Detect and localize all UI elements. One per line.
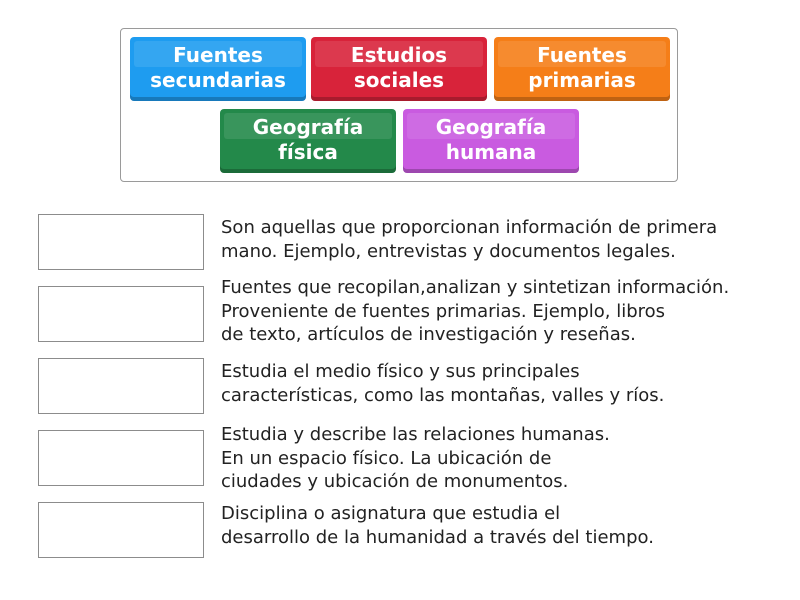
tile-label: Geografía humana — [435, 114, 547, 164]
tile-label: Fuentes secundarias — [150, 42, 286, 92]
row-description: Disciplina o asignatura que estudia el desarrollo de la humanidad a través del tiempo. — [221, 503, 654, 548]
match-row — [38, 502, 778, 562]
drop-zone[interactable] — [38, 286, 204, 342]
tile-label: Estudios sociales — [350, 42, 448, 92]
tile-fuentes-secundarias[interactable] — [130, 37, 306, 101]
match-row — [38, 277, 778, 346]
word-bank — [120, 28, 678, 182]
tile-label: Fuentes primarias — [528, 42, 636, 92]
match-row — [38, 424, 778, 492]
tile-estudios-sociales[interactable] — [311, 37, 487, 101]
tile-geografia-humana[interactable] — [403, 109, 579, 173]
match-row — [38, 358, 778, 418]
drop-zone[interactable] — [38, 430, 204, 486]
tile-label: Geografía física — [252, 114, 364, 164]
match-row — [38, 214, 778, 274]
drop-zone[interactable] — [38, 502, 204, 558]
tile-fuentes-primarias[interactable] — [494, 37, 670, 101]
tile-geografia-fisica[interactable] — [220, 109, 396, 173]
drop-zone[interactable] — [38, 214, 204, 270]
row-description: Estudia el medio físico y sus principales características, como las montañas, valles y ríos. — [221, 361, 665, 406]
row-description: Estudia y describe las relaciones humanas. En un espacio físico. La ubicación de ciudades y ubicación de monumentos. — [221, 424, 610, 492]
row-description: Son aquellas que proporcionan información de primera mano. Ejemplo, entrevistas y documentos legales. — [221, 217, 718, 262]
drop-zone[interactable] — [38, 358, 204, 414]
row-description: Fuentes que recopilan,analizan y sintetizan información. Proveniente de fuentes primarias. Ejemplo, libros de texto, artículos de investigación y reseñas. — [221, 277, 730, 345]
